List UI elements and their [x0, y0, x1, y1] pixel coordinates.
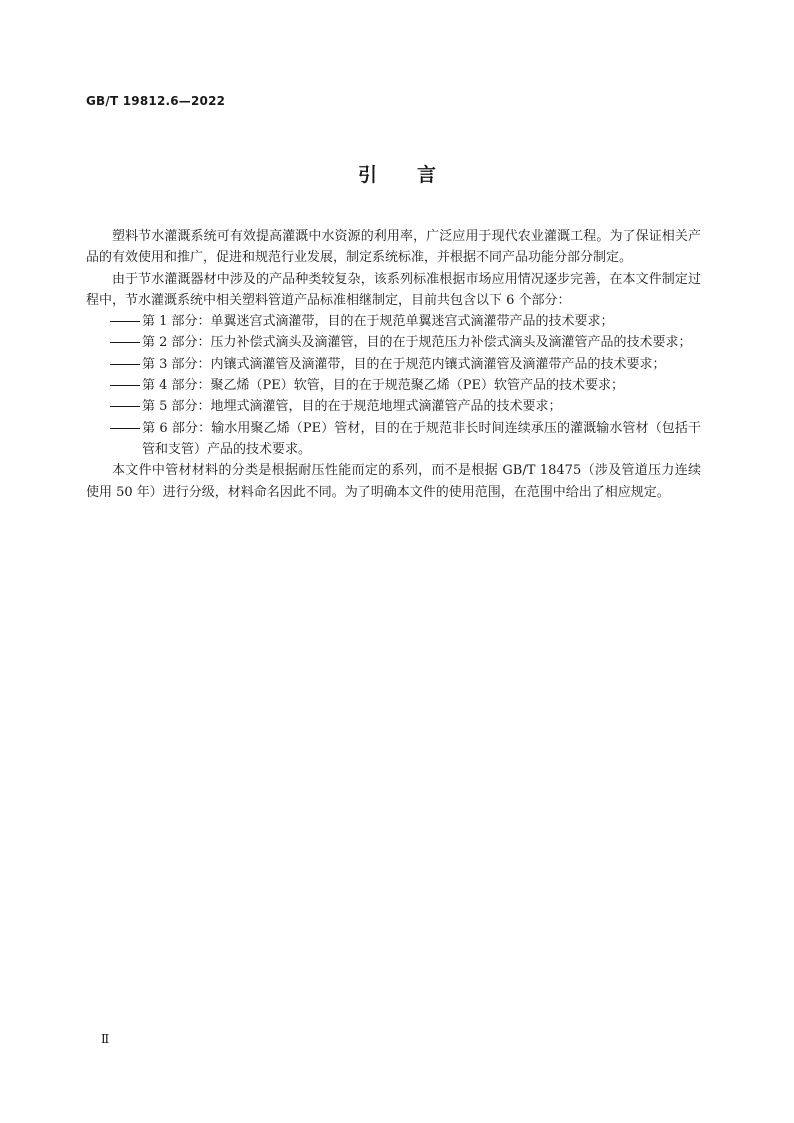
- intro-paragraph-2: 由于节水灌溉器材中涉及的产品种类较复杂，该系列标准根据市场应用情况逐步完善，在本文件制定过程中，节水灌溉系统中相关塑料管道产品标准相继制定，目前共包含以下 6 个部分：: [86, 271, 701, 308]
- intro-paragraph-3: 本文件中管材材料的分类是根据耐压性能而定的系列，而不是根据 GB/T 18475（涉及管道压力连续使用 50 年）进行分级，材料命名因此不同。为了明确本文件的使用范围，在范围中给出了相应规定。: [86, 463, 701, 500]
- part-3-text: 第 3 部分：内镶式滴灌管及滴灌带，目的在于规范内镶式滴灌管及滴灌带产品的技术要求；: [142, 356, 666, 372]
- part-list-item: [86, 332, 701, 353]
- dash-mark: [110, 364, 140, 365]
- dash-mark: [110, 406, 140, 407]
- part-list-item: [86, 418, 701, 461]
- part-list-item: [86, 354, 701, 375]
- dash-mark: [110, 321, 140, 322]
- part-4-text: 第 4 部分：聚乙烯（PE）软管，目的在于规范聚乙烯（PE）软管产品的技术要求；: [142, 378, 625, 394]
- part-2-text: 第 2 部分：压力补偿式滴头及滴灌管，目的在于规范压力补偿式滴头及滴灌管产品的技术要求；: [142, 335, 692, 351]
- intro-paragraph-1: 塑料节水灌溉系统可有效提高灌溉中水资源的利用率，广泛应用于现代农业灌溉工程。为了保证相关产品的有效使用和推广，促进和规范行业发展，制定系统标准，并根据不同产品功能分部分制定。: [86, 229, 701, 266]
- page-number: Ⅱ: [101, 1032, 110, 1046]
- body-text: [86, 226, 701, 503]
- page-title: 引言: [357, 164, 476, 186]
- dash-mark: [110, 385, 140, 386]
- part-1-text: 第 1 部分：单翼迷宫式滴灌带，目的在于规范单翼迷宫式滴灌带产品的技术要求；: [142, 314, 614, 330]
- standard-code: GB/T 19812.6—2022: [86, 94, 226, 108]
- part-5-text: 第 5 部分：地埋式滴灌管，目的在于规范地埋式滴灌管产品的技术要求；: [142, 399, 562, 415]
- part-list-item: [86, 396, 701, 417]
- dash-mark: [110, 428, 140, 429]
- part-list-item: [86, 311, 701, 332]
- part-list-item: [86, 375, 701, 396]
- dash-mark: [110, 342, 140, 343]
- part-6-text: 第 6 部分：输水用聚乙烯（PE）管材，目的在于规范非长时间连续承压的灌溉输水管材（包括干管和支管）产品的技术要求。: [142, 420, 701, 457]
